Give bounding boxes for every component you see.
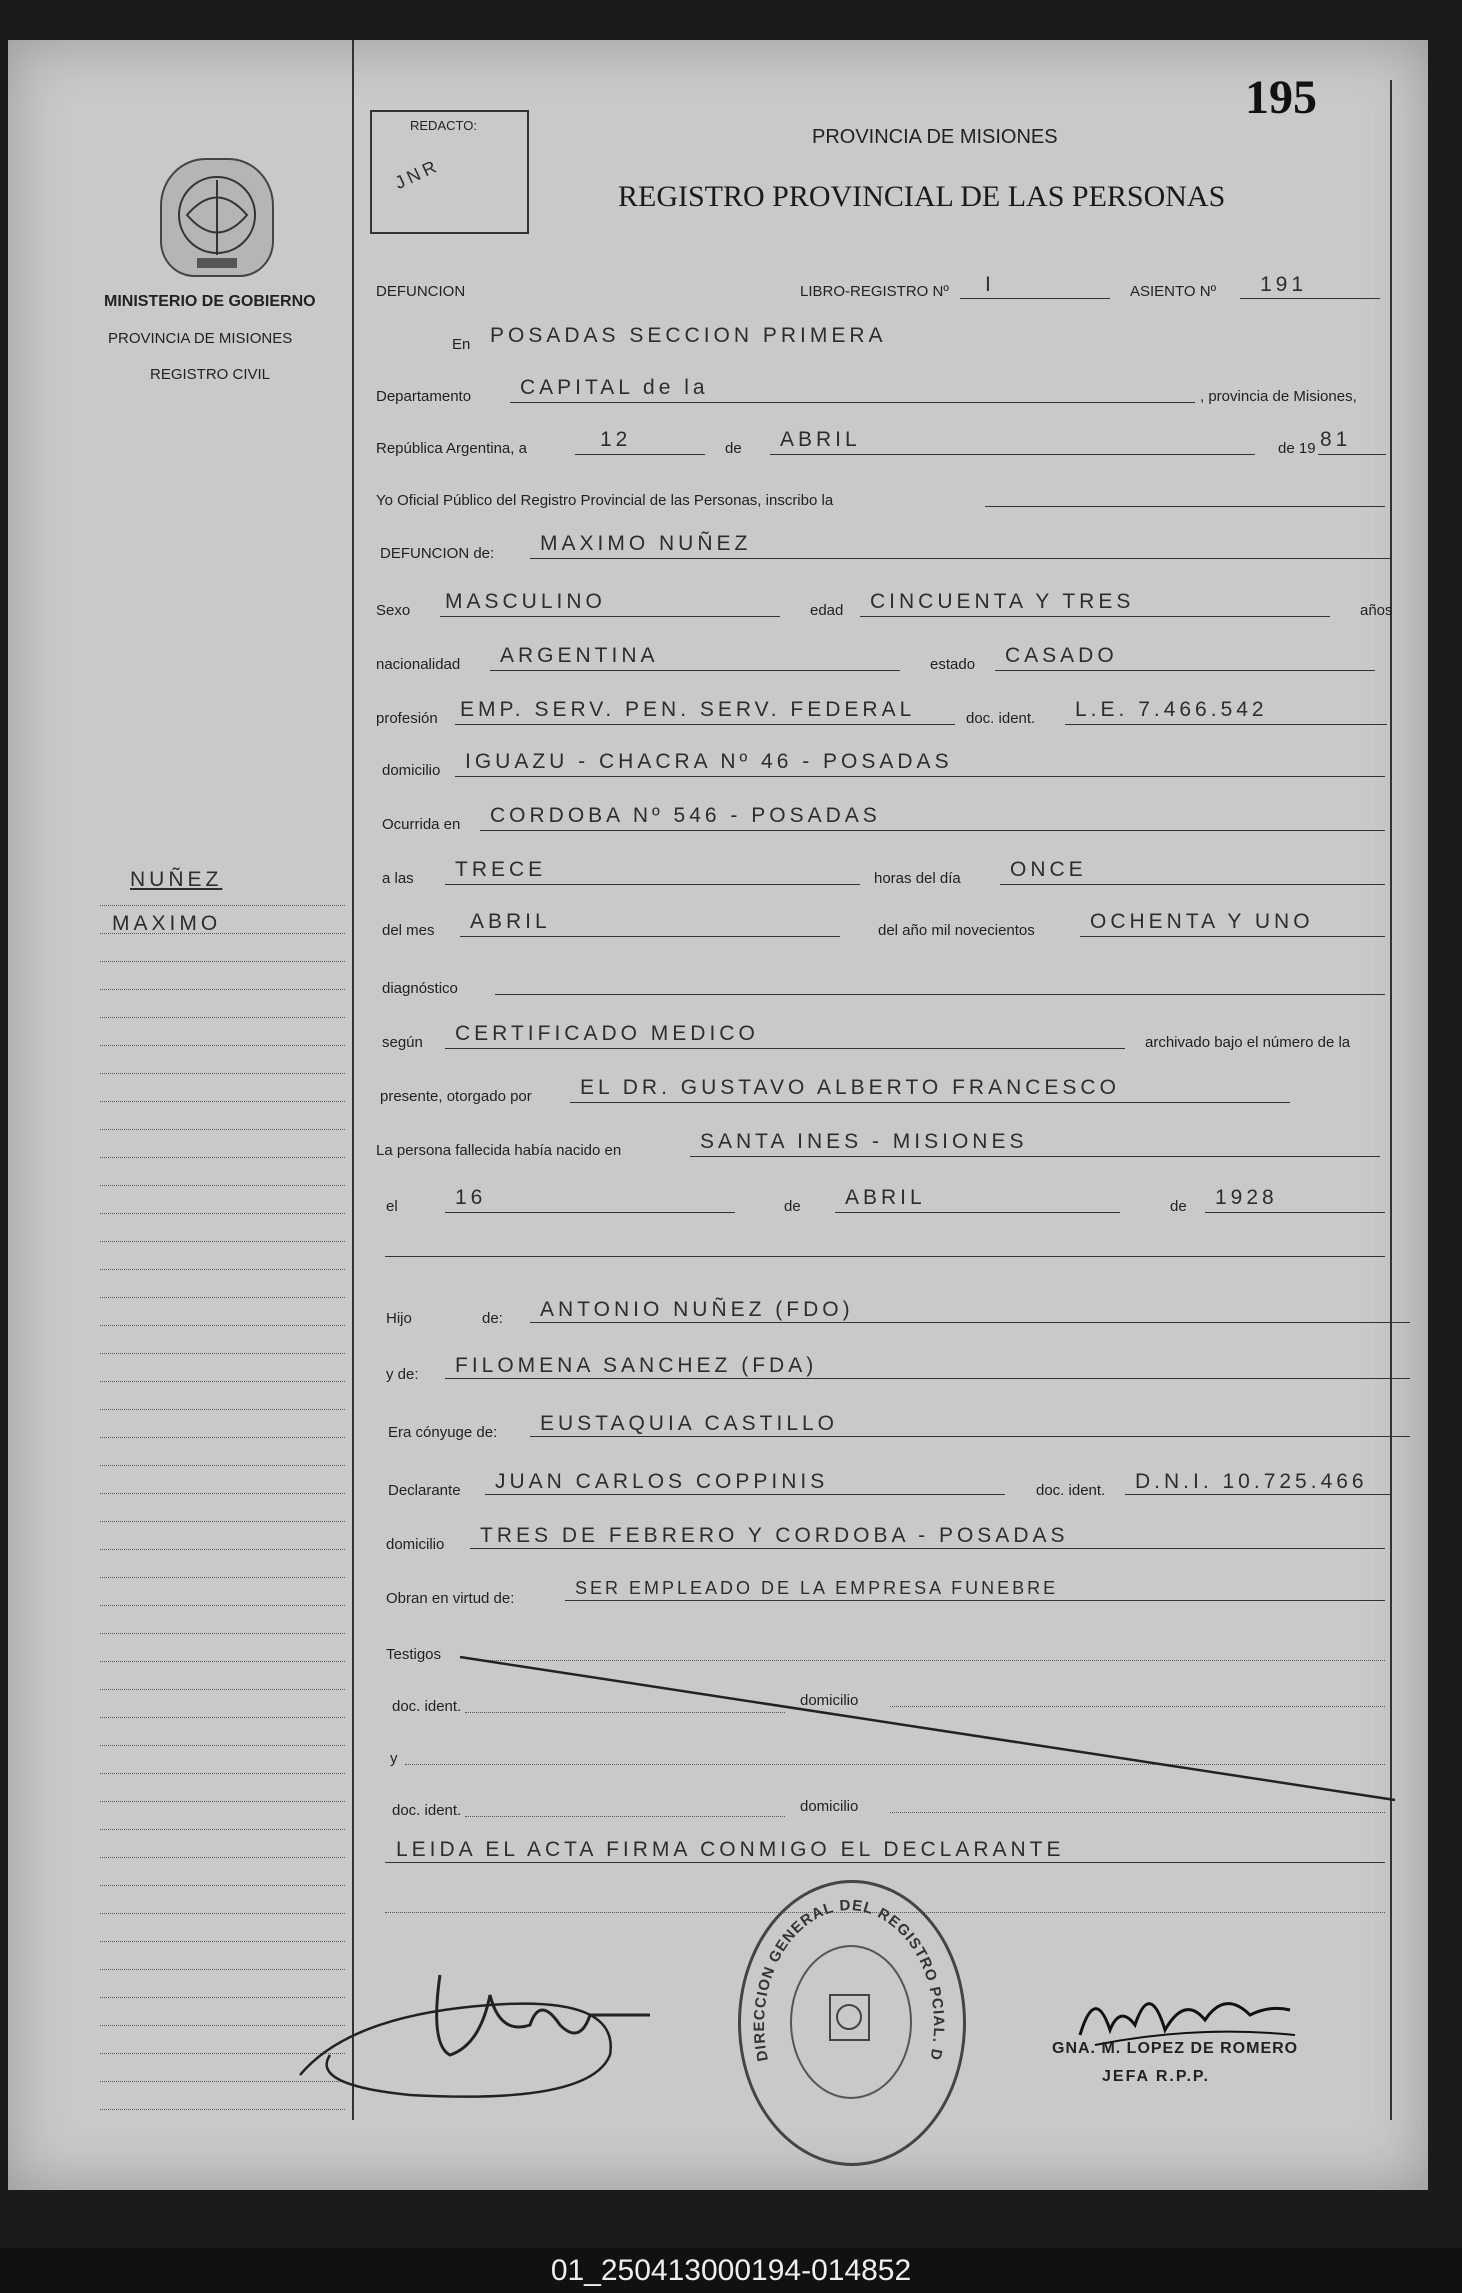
mother-name: FILOMENA SANCHEZ (FDA) [455, 1354, 818, 1377]
fill-line [455, 776, 1385, 777]
obran-value: SER EMPLEADO DE LA EMPRESA FUNEBRE [575, 1578, 1059, 1598]
margin-line [100, 1017, 345, 1018]
conyuge-value: EUSTAQUIA CASTILLO [540, 1412, 839, 1435]
margin-line [100, 1801, 345, 1802]
fill-line [1080, 936, 1385, 937]
fill-line [490, 670, 900, 671]
fill-line [445, 1048, 1125, 1049]
declarante-doc-label: doc. ident. [1036, 1482, 1106, 1499]
right-rule [1390, 80, 1392, 2120]
defuncion-de-label: DEFUNCION de: [380, 545, 495, 562]
hijo-label: Hijo [386, 1310, 412, 1327]
declarante-label: Declarante [388, 1482, 461, 1499]
margin-line [100, 1857, 345, 1858]
fill-line [445, 884, 860, 885]
ministry-label: MINISTERIO DE GOBIERNO [104, 293, 316, 310]
fill-line [530, 1436, 1410, 1437]
margin-line [100, 1409, 345, 1410]
margin-line [100, 1381, 345, 1382]
margin-line [100, 1157, 345, 1158]
edad-value: CINCUENTA Y TRES [870, 590, 1135, 613]
domicilio-label: domicilio [382, 762, 441, 779]
y-de-label: y de: [386, 1366, 419, 1383]
margin-line [100, 961, 345, 962]
month-value: ABRIL [780, 428, 861, 451]
fill-line [530, 1322, 1410, 1323]
doc-value: L.E. 7.466.542 [1075, 698, 1268, 721]
oficial-text: Yo Oficial Público del Registro Provincial de las Personas, inscribo la [376, 492, 834, 509]
obran-label: Obran en virtud de: [386, 1590, 515, 1607]
fill-line [835, 1212, 1120, 1213]
margin-line [100, 1297, 345, 1298]
witness-strike-line [450, 1645, 1410, 1805]
domicilio-value: IGUAZU - CHACRA Nº 46 - POSADAS [465, 750, 953, 773]
dia-value: ONCE [1010, 858, 1087, 881]
fill-line [860, 616, 1330, 617]
witness-domicilio-label: domicilio [800, 1692, 859, 1709]
en-label: En [452, 336, 471, 353]
fill-line [385, 1256, 1385, 1257]
page-number: 195 [1245, 71, 1317, 124]
del-mes-label: del mes [382, 922, 435, 939]
fill-line [690, 1156, 1380, 1157]
doc-label: doc. ident. [966, 710, 1036, 727]
margin-line [100, 1101, 345, 1102]
fill-line [1240, 298, 1380, 299]
seal-lettering [738, 1880, 960, 2160]
day-value: 12 [600, 428, 632, 451]
sidebar-province: PROVINCIA DE MISIONES [108, 330, 293, 347]
declarante-doc-value: D.N.I. 10.725.466 [1135, 1470, 1368, 1493]
edad-label: edad [810, 602, 844, 619]
margin-line [100, 1213, 345, 1214]
margin-line [100, 1185, 345, 1186]
fill-line [480, 830, 1385, 831]
margin-line [100, 1353, 345, 1354]
margin-line [100, 1633, 345, 1634]
fill-line [770, 454, 1255, 455]
closing-statement: LEIDA EL ACTA FIRMA CONMIGO EL DECLARANTE [396, 1838, 1065, 1861]
fill-line [1205, 1212, 1385, 1213]
margin-line [100, 989, 345, 990]
margin-line [100, 933, 345, 934]
margin-line [100, 1521, 345, 1522]
nacionalidad-label: nacionalidad [376, 656, 461, 673]
margin-line [100, 1717, 345, 1718]
image-footer-code: 01_250413000194-014852 [0, 2248, 1462, 2293]
profesion-label: profesión [376, 710, 438, 727]
departamento-value: CAPITAL de la [520, 376, 709, 399]
archivado-label: archivado bajo el número de la [1145, 1034, 1351, 1051]
margin-line [100, 1437, 345, 1438]
fill-line [960, 298, 1110, 299]
libro-value: I [985, 273, 995, 296]
segun-value: CERTIFICADO MEDICO [455, 1022, 759, 1045]
en-value: POSADAS SECCION PRIMERA [490, 324, 887, 347]
margin-line [100, 1661, 345, 1662]
fill-line [385, 1862, 1385, 1863]
birth-month: ABRIL [845, 1186, 926, 1209]
dotted-line [465, 1816, 785, 1817]
birth-de-year-label: de [1170, 1198, 1187, 1215]
fill-line [995, 670, 1375, 671]
margin-line [100, 1549, 345, 1550]
fill-line [565, 1600, 1385, 1601]
fill-line [530, 558, 1390, 559]
register-page [8, 40, 1428, 2190]
mes-value: ABRIL [470, 910, 551, 933]
svg-text:DIRECCION GENERAL DEL REGISTRO [738, 1880, 947, 2063]
fill-line [445, 1378, 1410, 1379]
declarant-signature [290, 1935, 700, 2115]
margin-line [100, 905, 345, 906]
hora-value: TRECE [455, 858, 547, 881]
fill-line [440, 616, 780, 617]
testigos-label: Testigos [386, 1646, 442, 1663]
margin-line [100, 1493, 345, 1494]
profesion-value: EMP. SERV. PEN. SERV. FEDERAL [460, 698, 916, 721]
margin-line [100, 1073, 345, 1074]
de-year-label: de 19 [1278, 440, 1316, 457]
birth-de-label: de [784, 1198, 801, 1215]
nacido-label: La persona fallecida había nacido en [376, 1142, 622, 1159]
del-ano-label: del año mil novecientos [878, 922, 1035, 939]
departamento-label: Departamento [376, 388, 472, 405]
provincia-label: , provincia de Misiones, [1200, 388, 1357, 405]
fill-line [1125, 1494, 1390, 1495]
fill-line [1000, 884, 1385, 885]
horas-label: horas del día [874, 870, 961, 887]
fill-line [455, 724, 955, 725]
deceased-name: MAXIMO NUÑEZ [540, 532, 752, 555]
sexo-value: MASCULINO [445, 590, 606, 613]
fill-line [575, 454, 705, 455]
witness-y-label: y [390, 1750, 398, 1767]
ano-value: OCHENTA Y UNO [1090, 910, 1314, 933]
fill-line [445, 1212, 735, 1213]
estado-value: CASADO [1005, 644, 1118, 667]
sexo-label: Sexo [376, 602, 411, 619]
seal-text: DIRECCION GENERAL DEL REGISTRO PCIAL. D [750, 1896, 948, 2063]
record-type: DEFUNCION [376, 283, 466, 300]
asiento-label: ASIENTO Nº [1130, 283, 1217, 300]
de-label: de [725, 440, 742, 457]
witness-doc-label: doc. ident. [392, 1698, 462, 1715]
header-province: PROVINCIA DE MISIONES [812, 126, 1058, 148]
coat-of-arms-icon [160, 158, 274, 277]
redacto-initials: JNR [391, 155, 443, 194]
libro-label: LIBRO-REGISTRO Nº [800, 283, 949, 300]
birth-day: 16 [455, 1186, 487, 1209]
hijo-de-label: de: [482, 1310, 503, 1327]
year-value: 81 [1320, 428, 1352, 451]
declarante-domicilio-value: TRES DE FEBRERO Y CORDOBA - POSADAS [480, 1524, 1069, 1547]
declarante-domicilio-label: domicilio [386, 1536, 445, 1553]
nacido-value: SANTA INES - MISIONES [700, 1130, 1028, 1153]
margin-line [100, 1045, 345, 1046]
estado-label: estado [930, 656, 976, 673]
margin-surname: NUÑEZ [130, 868, 223, 891]
father-name: ANTONIO NUÑEZ (FDO) [540, 1298, 854, 1321]
margin-line [100, 1689, 345, 1690]
ocurrida-label: Ocurrida en [382, 816, 461, 833]
fill-line [470, 1548, 1385, 1549]
anos-label: años [1360, 602, 1393, 619]
witness2-doc-label: doc. ident. [392, 1802, 462, 1819]
ocurrida-value: CORDOBA Nº 546 - POSADAS [490, 804, 881, 827]
fill-line [1065, 724, 1387, 725]
conyuge-label: Era cónyuge de: [388, 1424, 498, 1441]
segun-label: según [382, 1034, 423, 1051]
nacionalidad-value: ARGENTINA [500, 644, 659, 667]
fill-line [510, 402, 1195, 403]
margin-line [100, 1269, 345, 1270]
asiento-value: 191 [1260, 273, 1308, 296]
birth-year: 1928 [1215, 1186, 1278, 1209]
a-las-label: a las [382, 870, 414, 887]
margin-line [100, 1577, 345, 1578]
fill-line [570, 1102, 1290, 1103]
diagnostico-label: diagnóstico [382, 980, 458, 997]
fill-line [985, 506, 1385, 507]
margin-line [100, 1913, 345, 1914]
fill-line [485, 1494, 1005, 1495]
margin-given-name: MAXIMO [112, 912, 222, 935]
margin-line [100, 1325, 345, 1326]
fill-line [1318, 454, 1386, 455]
margin-rule [352, 40, 354, 2120]
margin-line [100, 1745, 345, 1746]
margin-line [100, 1605, 345, 1606]
republica-label: República Argentina, a [376, 440, 527, 457]
el-label: el [386, 1198, 398, 1215]
sidebar-registry: REGISTRO CIVIL [150, 366, 271, 383]
margin-line [100, 1241, 345, 1242]
fill-line [495, 994, 1385, 995]
presente-value: EL DR. GUSTAVO ALBERTO FRANCESCO [580, 1076, 1120, 1099]
margin-line [100, 1885, 345, 1886]
redacto-box [370, 110, 529, 234]
presente-label: presente, otorgado por [380, 1088, 532, 1105]
declarante-value: JUAN CARLOS COPPINIS [495, 1470, 829, 1493]
dotted-line [890, 1812, 1385, 1813]
margin-line [100, 1129, 345, 1130]
redacto-label: REDACTO: [410, 118, 477, 133]
official-stamp-role: JEFA R.P.P. [1102, 2068, 1210, 2085]
witness2-domicilio-label: domicilio [800, 1798, 859, 1815]
official-stamp-name: GNA. M. LOPEZ DE ROMERO [1052, 2040, 1299, 2057]
margin-line [100, 1829, 345, 1830]
margin-line [100, 1773, 345, 1774]
fill-line [460, 936, 840, 937]
margin-line [100, 1465, 345, 1466]
page-title: REGISTRO PROVINCIAL DE LAS PERSONAS [618, 180, 1226, 213]
